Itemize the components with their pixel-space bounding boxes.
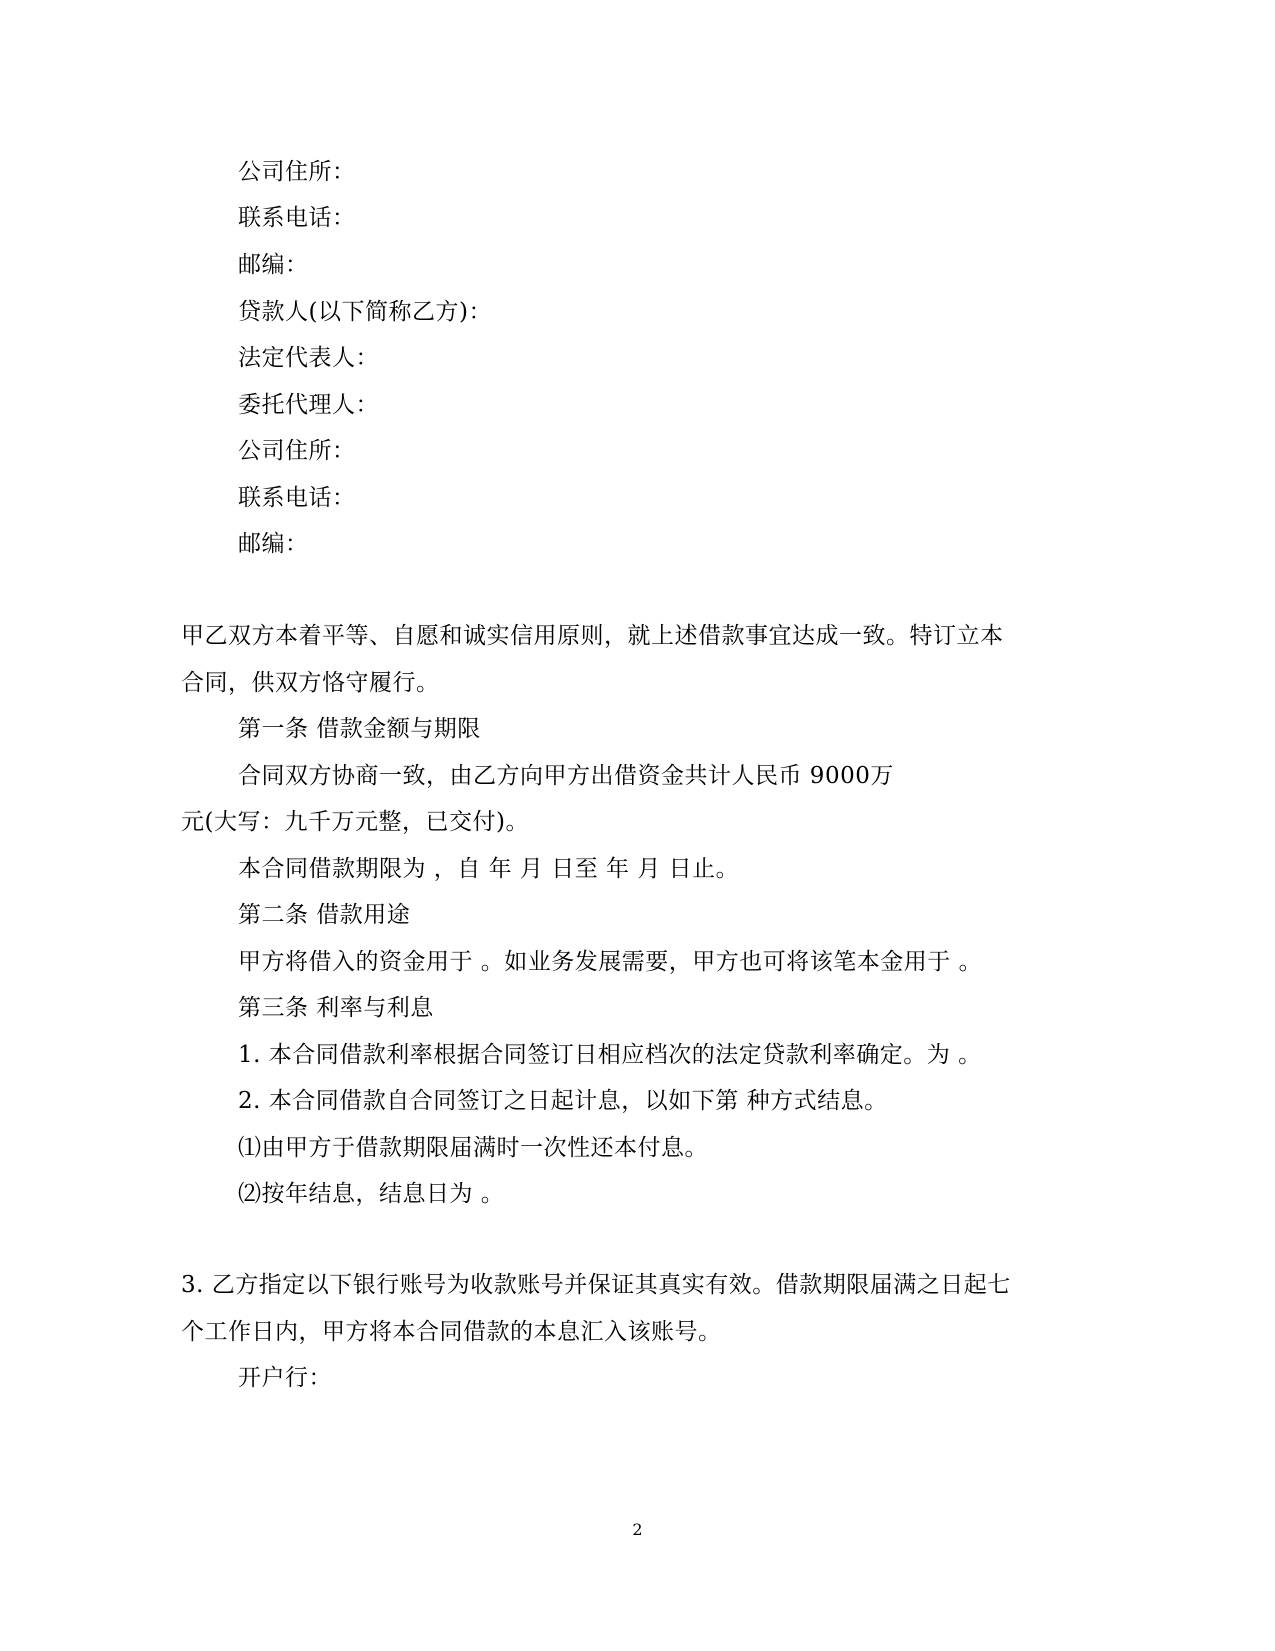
phone-label: 联系电话：: [238, 205, 356, 231]
loan-term: 本合同借款期限为 ，自 年 月 日至 年 月 日止。: [238, 856, 740, 882]
loan-amount-line-1: 合同双方协商一致，由乙方向甲方出借资金共计人民币 9000万: [238, 763, 894, 789]
interest-option-2: ⑵按年结息，结息日为 。: [238, 1181, 505, 1207]
article-2-heading: 第二条 借款用途: [238, 902, 411, 928]
payment-account-line-2: 个工作日内，甲方将本合同借款的本息汇入该账号。: [181, 1319, 722, 1345]
lender-postcode-label: 邮编：: [238, 531, 309, 557]
lender-label: 贷款人(以下简称乙方)：: [238, 299, 492, 325]
preamble-line-1: 甲乙双方本着平等、自愿和诚实信用原则，就上述借款事宜达成一致。特订立本: [181, 623, 1004, 649]
interest-option-1: ⑴由甲方于借款期限届满时一次性还本付息。: [238, 1135, 708, 1161]
bank-label: 开户行：: [238, 1365, 332, 1391]
interest-item-2: 2. 本合同借款自合同签订之日起计息，以如下第 种方式结息。: [238, 1088, 888, 1114]
legal-representative-label: 法定代表人：: [238, 345, 379, 371]
lender-address-label: 公司住所：: [238, 438, 356, 464]
interest-item-1: 1. 本合同借款利率根据合同签订日相应档次的法定贷款利率确定。为 。: [238, 1042, 982, 1068]
loan-purpose: 甲方将借入的资金用于 。如业务发展需要，甲方也可将该笔本金用于 。: [238, 949, 983, 975]
payment-account-line-1: 3. 乙方指定以下银行账号为收款账号并保证其真实有效。借款期限届满之日起七: [181, 1272, 1011, 1298]
address-label: 公司住所：: [238, 159, 356, 185]
article-1-heading: 第一条 借款金额与期限: [238, 716, 481, 742]
postcode-label: 邮编：: [238, 252, 309, 278]
preamble-line-2: 合同，供双方恪守履行。: [181, 670, 440, 696]
lender-phone-label: 联系电话：: [238, 485, 356, 511]
loan-amount-line-2: 元(大写：九千万元整，已交付)。: [181, 809, 529, 835]
article-3-heading: 第三条 利率与利息: [238, 995, 434, 1021]
authorized-agent-label: 委托代理人：: [238, 392, 379, 418]
page-number: 2: [632, 1520, 643, 1539]
